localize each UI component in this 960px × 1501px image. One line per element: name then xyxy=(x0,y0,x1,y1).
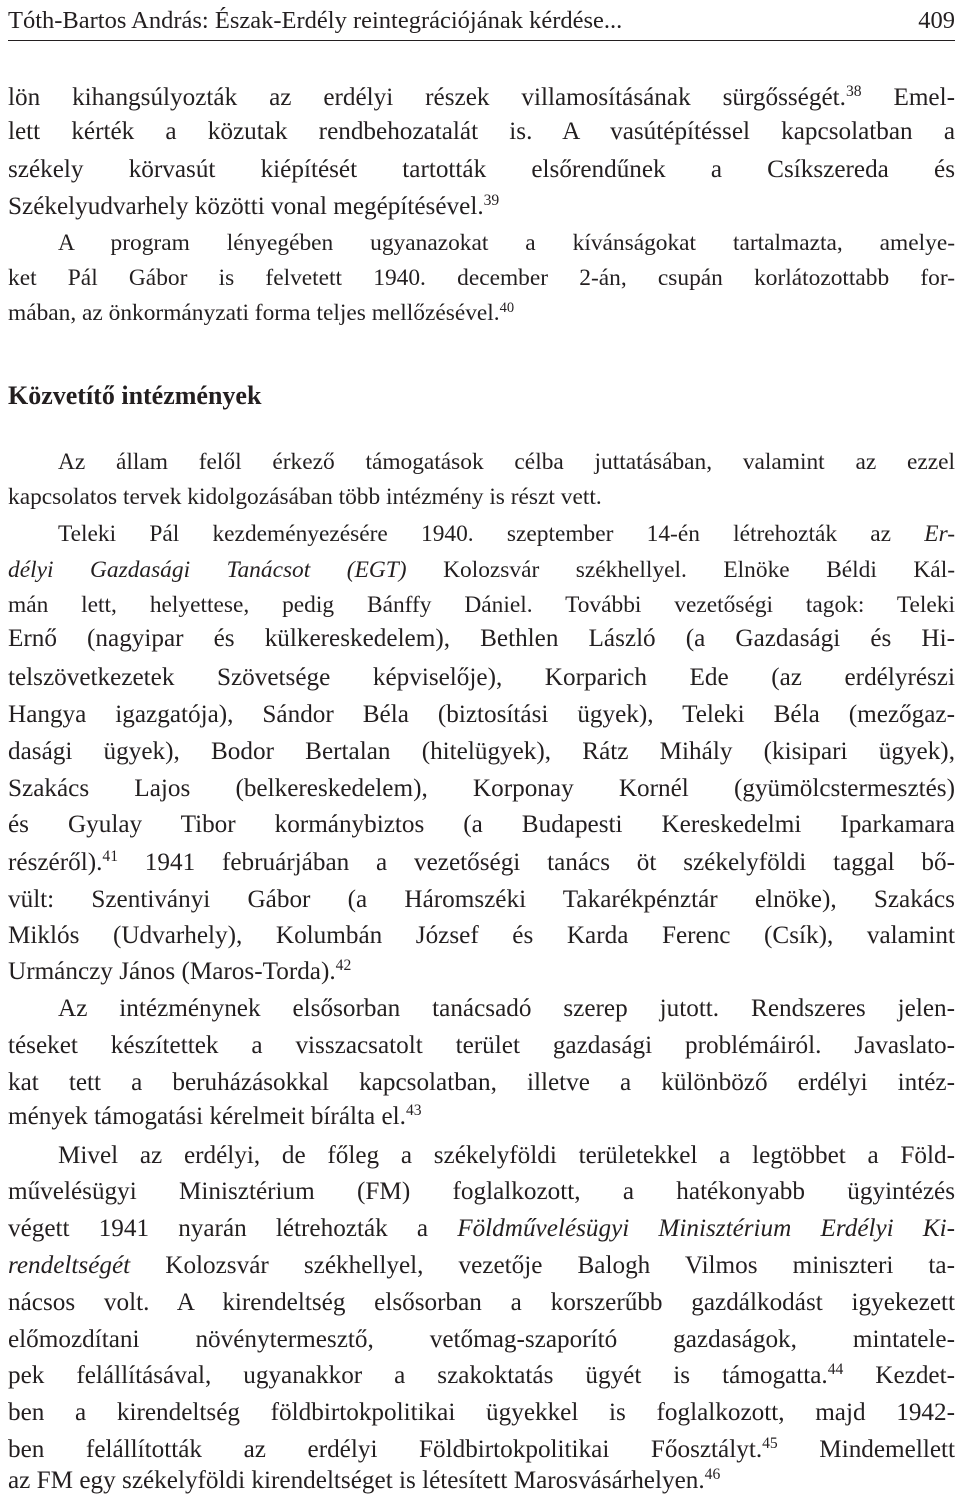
text-line: az FM egy székelyföldi kirendeltséget is létesített Marosvásárhelyen.$^{46}$ xyxy=(8,1466,721,1494)
footnote-ref: 41 xyxy=(102,848,119,866)
text-line: mények támogatási kérelmeit bírálta el.$^{43}$ xyxy=(8,1102,422,1130)
text-line: rendeltségét Kolozsvár székhellyel, vezetője Balogh Vilmos miniszteri ta- xyxy=(8,1252,955,1279)
footnote-ref: 40 xyxy=(499,300,515,317)
footnote-ref: 43 xyxy=(405,1102,422,1120)
text-line: lön kihangsúlyozták az erdélyi részek villamosításának sürgősségét.$^{38}$ Emel- xyxy=(8,83,955,111)
text-line: és Gyulay Tibor kormánybiztos (a Budapesti Kereskedelmi Iparkamara xyxy=(8,811,955,838)
text-line: pek felállításával, ugyanakkor a szakoktatás ügyét is támogatta.$^{44}$ Kezdet- xyxy=(8,1361,955,1389)
text-line: végett 1941 nyarán létrehozták a Földművelésügyi Minisztérium Erdélyi Ki- xyxy=(8,1215,955,1242)
footnote-ref: 45 xyxy=(762,1435,778,1453)
text-line: Az állam felől érkező támogatások célba juttatásában, valamint az ezzel xyxy=(58,449,955,475)
text-line: nácsos volt. A kirendeltség elsősorban a korszerűbb gazdálkodást igyekezett xyxy=(8,1289,955,1316)
text-line: dasági ügyek), Bodor Bertalan (hitelügyek), Rátz Mihály (kisipari ügyek), xyxy=(8,738,955,765)
section-title: Közvetítő intézmények xyxy=(8,381,262,410)
text-line: Hangya igazgatója), Sándor Béla (biztosítási ügyek), Teleki Béla (mezőgaz- xyxy=(8,701,955,728)
text-line: művelésügyi Minisztérium (FM) foglalkozott, a hatékonyabb ügyintézés xyxy=(8,1178,955,1205)
text-line: mában, az önkormányzati forma teljes mellőzésével.$^{40}$ xyxy=(8,300,515,326)
text-line: kapcsolatos tervek kidolgozásában több intézmény is részt vett. xyxy=(8,484,602,510)
text-line: téseket készítettek a visszacsatolt terület gazdasági problémáiról. Javaslato- xyxy=(8,1032,955,1059)
text-line: Ernő (nagyipar és külkereskedelem), Bethlen László (a Gazdasági és Hi- xyxy=(8,625,955,652)
text-line: előmozdítani növénytermesztő, vetőmag-szaporító gazdaságok, mintatele- xyxy=(8,1326,955,1353)
page-number: 409 xyxy=(918,7,955,34)
text-line: ben a kirendeltség földbirtokpolitikai ügyekkel is foglalkozott, majd 1942- xyxy=(8,1399,955,1426)
text-line: telszövetkezetek Szövetsége képviselője), Korparich Ede (az erdélyrészi xyxy=(8,664,955,691)
text-line: ben felállították az erdélyi Földbirtokpolitikai Főosztályt.$^{45}$ Mindemellett xyxy=(8,1435,955,1463)
text-line: lett kérték a közutak rendbehozatalát is. A vasútépítéssel kapcsolatban a xyxy=(8,118,955,145)
text-line: Urmánczy János (Maros-Torda).$^{42}$ xyxy=(8,957,352,985)
running-header xyxy=(8,6,955,36)
text-line: Mivel az erdélyi, de főleg a székelyföldi területekkel a legtöbbet a Föld- xyxy=(58,1142,955,1169)
footnote-ref: 38 xyxy=(845,83,862,101)
text-line: Miklós (Udvarhely), Kolumbán József és Karda Ferenc (Csík), valamint xyxy=(8,922,955,949)
text-line: délyi Gazdasági Tanácsot (EGT) Kolozsvár székhellyel. Elnöke Béldi Kál- xyxy=(8,557,955,583)
footnote-ref: 42 xyxy=(335,957,352,975)
text-line: Szakács Lajos (belkereskedelem), Korponay Kornél (gyümölcstermesztés) xyxy=(8,775,955,802)
text-line: mán lett, helyettese, pedig Bánffy Dániel. További vezetőségi tagok: Teleki xyxy=(8,592,955,618)
text-line: Az intézménynek elsősorban tanácsadó szerep jutott. Rendszeres jelen- xyxy=(58,995,955,1022)
text-line: székely körvasút kiépítését tartották elsőrendűnek a Csíkszereda és xyxy=(8,156,955,183)
footnote-ref: 44 xyxy=(827,1361,844,1379)
running-title: Tóth-Bartos András: Észak-Erdély reintegrációjának kérdése... xyxy=(8,7,623,34)
text-line: A program lényegében ugyanazokat a kívánságokat tartalmazta, amelye- xyxy=(58,230,955,256)
text-line: Székelyudvarhely közötti vonal megépítésével.$^{39}$ xyxy=(8,192,500,220)
text-line: ket Pál Gábor is felvetett 1940. december 2-án, csupán korlátozottabb for- xyxy=(8,265,955,291)
footnote-ref: 46 xyxy=(704,1466,721,1484)
text-line: vült: Szentiványi Gábor (a Háromszéki Takarékpénztár elnöke), Szakács xyxy=(8,886,955,913)
text-line: részéről).$^{41}$ 1941 februárjában a vezetőségi tanács öt székelyföldi taggal bő- xyxy=(8,848,955,876)
text-line: Teleki Pál kezdeményezésére 1940. szeptember 14-én létrehozták az Er- xyxy=(58,521,955,547)
footnote-ref: 39 xyxy=(483,192,500,210)
text-line: kat tett a beruházásokkal kapcsolatban, illetve a különböző erdélyi intéz- xyxy=(8,1069,955,1096)
header-rule xyxy=(8,40,955,41)
